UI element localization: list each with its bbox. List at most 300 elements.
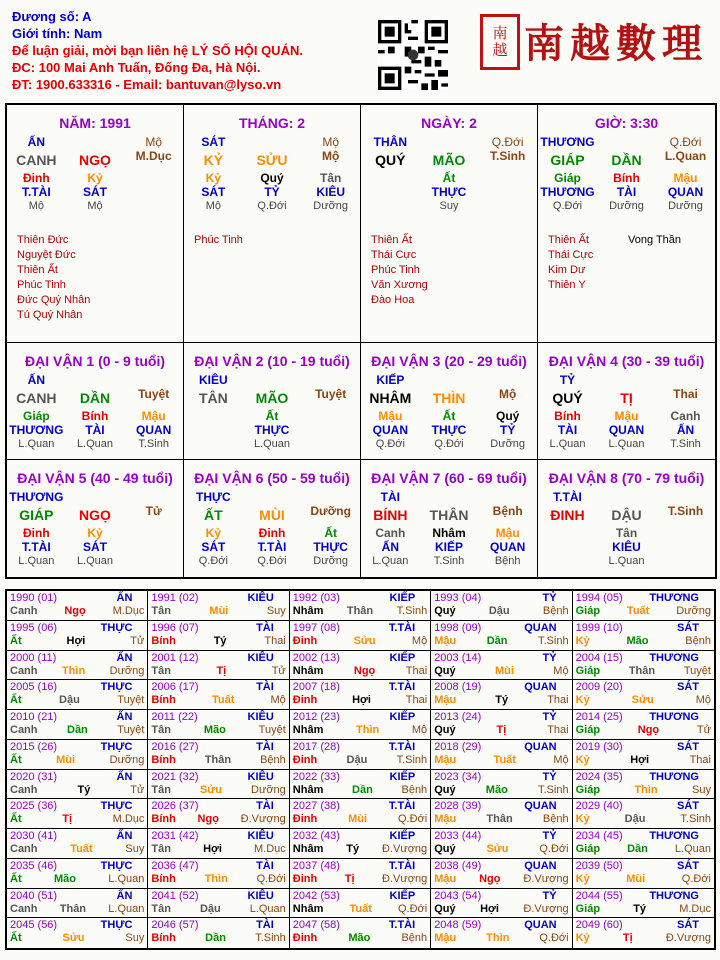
star-item: Thiên Ất: [371, 234, 412, 246]
year-branch: Mão: [53, 872, 76, 885]
year-label: 2006 (17): [151, 681, 199, 694]
year-stem: Kỷ: [575, 753, 590, 766]
year-ten-god: QUAN: [524, 740, 557, 753]
year-cell: [7, 918, 148, 948]
year-bottom-row: [293, 903, 427, 916]
spacer: [420, 373, 479, 387]
hidden-stage-row: [7, 199, 183, 213]
year-bottom-row: [434, 873, 568, 886]
year-life-stage: Tử: [130, 783, 145, 796]
year-label: 2024 (35): [575, 770, 623, 783]
stem-branch-row: [7, 387, 183, 409]
year-bottom-row: [10, 843, 144, 856]
year-top-row: [434, 830, 568, 843]
year-bottom-row: [151, 873, 285, 886]
hidden-god-row: [538, 423, 715, 437]
year-ten-god: KIẾP: [389, 592, 416, 604]
year-branch: Dậu: [346, 753, 368, 766]
pillar-cell: [7, 105, 184, 343]
year-top-row: [434, 652, 568, 665]
year-top-row: [293, 711, 427, 724]
year-label: 2005 (16): [10, 681, 58, 694]
hidden-stem: Giáp: [554, 171, 581, 185]
year-branch: Dần: [205, 932, 226, 945]
year-ten-god: THỰC: [100, 681, 133, 694]
year-branch: Tý: [495, 694, 509, 707]
earthly-branch: THÂN: [429, 507, 469, 523]
hidden-stage: L.Quan: [76, 438, 114, 450]
year-top-row: [293, 652, 427, 665]
year-label: 2012 (23): [292, 711, 340, 723]
year-branch: Dậu: [488, 605, 510, 617]
hidden-stem: [124, 526, 183, 540]
hidden-stem: Tân: [615, 526, 638, 540]
year-life-stage: Tử: [130, 634, 145, 647]
ten-god: THỰC: [196, 490, 231, 504]
hidden-stage: L.Quan: [18, 438, 55, 450]
year-life-stage: Tử: [271, 664, 286, 677]
year-bottom-row: [576, 903, 711, 916]
star-item: Phúc Tinh: [371, 264, 420, 276]
hidden-god: ẤN: [676, 423, 695, 437]
year-bottom-row: [10, 754, 144, 767]
year-branch: Dần: [627, 843, 648, 855]
year-stem: Bính: [151, 872, 176, 885]
year-cell: [290, 591, 431, 621]
hidden-stem: Mậu: [495, 526, 520, 540]
year-top-row: [151, 741, 285, 754]
year-cell: [573, 651, 714, 681]
year-cell: [290, 651, 431, 681]
hidden-stage: Dưỡng: [313, 200, 349, 212]
year-branch: Tý: [213, 634, 227, 647]
year-stem: Kỷ: [575, 872, 590, 885]
hidden-stem: Quý: [495, 409, 520, 423]
hidden-stem: Nhâm: [432, 526, 466, 540]
hidden-stem: Đinh: [258, 526, 286, 540]
stars-list-2: [628, 233, 681, 248]
year-label: 2042 (53): [292, 889, 340, 902]
earthly-branch: DẬU: [611, 507, 642, 523]
year-ten-god: ẤN: [116, 711, 133, 723]
hidden-stem-row: [361, 171, 537, 185]
year-ten-god: SÁT: [676, 621, 699, 634]
year-life-stage: Bệnh: [260, 753, 286, 766]
hidden-stem-row: [538, 171, 715, 185]
year-branch: Tý: [346, 843, 360, 855]
hidden-god-row: [538, 185, 715, 199]
earthly-branch: THÌN: [432, 390, 466, 406]
year-top-row: [434, 681, 568, 694]
year-ten-god: KIÊU: [247, 711, 274, 723]
year-top-row: [434, 860, 568, 873]
hidden-god: KIÊU: [612, 540, 641, 554]
hidden-stage: [184, 437, 243, 451]
year-cell: [573, 740, 714, 770]
year-ten-god: KIẾP: [389, 711, 416, 723]
star-item: Thái Cực: [371, 249, 417, 261]
year-cell: [148, 770, 289, 800]
year-cell: [290, 799, 431, 829]
year-bottom-row: [151, 694, 285, 707]
year-label: 2037 (48): [292, 859, 340, 872]
year-top-row: [434, 771, 568, 784]
year-ten-god: SÁT: [676, 859, 699, 872]
year-stem: Đinh: [292, 932, 318, 945]
hidden-stem: Mậu: [673, 171, 698, 185]
year-stem: Đinh: [292, 753, 318, 766]
spacer: [478, 490, 537, 504]
year-label: 2003 (14): [434, 651, 482, 664]
stars-list: [371, 233, 428, 308]
hidden-god: TỶ: [264, 185, 280, 199]
year-branch: Thìn: [634, 783, 658, 796]
year-branch: Tị: [216, 664, 227, 677]
year-cell: [290, 770, 431, 800]
year-top-row: [293, 681, 427, 694]
hidden-god: THỰC: [431, 423, 467, 437]
hidden-stem: Bính: [613, 171, 640, 185]
pillar-title: NĂM: 1991: [59, 115, 131, 131]
year-label: 1991 (02): [151, 592, 199, 604]
year-label: 2040 (51): [10, 889, 58, 902]
year-label: 1996 (07): [151, 621, 199, 634]
year-label: 2018 (29): [434, 740, 482, 753]
year-branch: Tuất: [70, 843, 93, 855]
year-branch: Ngọ: [637, 724, 660, 736]
year-branch: Tị: [496, 724, 507, 736]
year-stem: Tân: [151, 783, 171, 796]
year-ten-god: QUAN: [524, 859, 557, 872]
year-cell: [431, 680, 572, 710]
hidden-god-row: [361, 185, 537, 199]
star-item: Nguyệt Đức: [17, 249, 76, 261]
year-top-row: [576, 771, 711, 784]
spacer: [478, 373, 537, 387]
year-life-stage: M.Dục: [112, 605, 145, 617]
year-stem: Mậu: [434, 694, 457, 707]
year-branch: Dậu: [624, 813, 646, 826]
hidden-stage-row: [7, 554, 183, 568]
year-top-row: [576, 919, 711, 932]
year-branch: Sửu: [631, 694, 654, 707]
year-label: 2016 (27): [151, 740, 199, 753]
year-cell: [7, 829, 148, 859]
year-cell: [431, 859, 572, 889]
year-top-row: [10, 919, 144, 932]
year-top-row: [151, 652, 285, 665]
year-branch: Ngọ: [353, 664, 376, 677]
year-label: 1990 (01): [10, 592, 58, 604]
spacer: [420, 135, 479, 149]
year-top-row: [293, 830, 427, 843]
year-life-stage: Bệnh: [685, 634, 711, 647]
dai-van-cell: [7, 343, 184, 460]
hidden-god: TÀI: [616, 185, 637, 199]
hidden-god: QUAN: [608, 423, 645, 437]
year-top-row: [576, 681, 711, 694]
ten-god: THƯƠNG: [540, 135, 595, 149]
hidden-god: THỰC: [431, 185, 467, 199]
year-cell: [148, 710, 289, 740]
seal-text: 南越: [490, 25, 509, 59]
year-ten-god: TỶ: [542, 651, 557, 664]
heavenly-stem: KỶ: [203, 152, 224, 168]
life-stage-upper: Mộ: [322, 135, 339, 149]
god-row: [7, 490, 183, 504]
year-stem: Bính: [151, 634, 176, 647]
year-top-row: [151, 860, 285, 873]
star-item: Phúc Tinh: [194, 234, 243, 246]
year-branch: Tuất: [211, 694, 235, 707]
hidden-stem-row: [184, 409, 360, 423]
hidden-stage: Mộ: [87, 200, 103, 212]
hidden-stem-row: [361, 526, 537, 540]
hidden-stem-row: [538, 526, 715, 540]
hidden-stage-row: [538, 199, 715, 213]
hidden-stem-row: [7, 171, 183, 185]
year-life-stage: T.Sinh: [255, 932, 286, 945]
stem-branch-row: [184, 504, 360, 526]
hidden-stem: [184, 409, 243, 423]
year-label: 2007 (18): [292, 681, 340, 694]
year-cell: [290, 889, 431, 919]
hidden-stage: [538, 554, 597, 568]
hidden-god: TÀI: [557, 423, 578, 437]
hidden-god: [184, 423, 243, 437]
year-cell: [431, 799, 572, 829]
dai-van-cell: [184, 343, 361, 460]
hidden-stage: [124, 199, 183, 213]
hidden-stem-row: [361, 409, 537, 423]
address-line: ĐC: 100 Mai Anh Tuấn, Đống Đa, Hà Nội.: [12, 60, 261, 75]
hidden-god: THỰC: [313, 540, 348, 554]
spacer: [597, 135, 656, 149]
god-row: [184, 373, 360, 387]
year-bottom-row: [293, 754, 427, 767]
year-bottom-row: [576, 932, 711, 945]
year-bottom-row: [293, 635, 427, 648]
year-stem: Giáp: [575, 664, 601, 677]
year-life-stage: T.Sinh: [396, 753, 428, 766]
stars-list: [17, 233, 90, 323]
god-row: [7, 373, 183, 387]
dai-van-title: ĐẠI VẬN 3 (20 - 29 tuổi): [371, 353, 527, 369]
year-top-row: [10, 592, 144, 605]
heavenly-stem: GIÁP: [550, 152, 585, 168]
year-cell: [148, 680, 289, 710]
year-bottom-row: [151, 724, 285, 737]
year-ten-god: KIÊU: [247, 830, 274, 842]
year-stem: Kỷ: [575, 694, 590, 707]
year-label: 2049 (60): [575, 919, 623, 932]
year-bottom-row: [434, 903, 568, 916]
year-cell: [148, 651, 289, 681]
stem-branch-row: [7, 504, 183, 526]
year-top-row: [576, 741, 711, 754]
year-ten-god: THỰC: [100, 621, 133, 634]
year-ten-god: THỰC: [100, 919, 133, 932]
stem-branch-row: [184, 387, 360, 409]
year-life-stage: Thai: [264, 634, 286, 647]
year-ten-god: ẤN: [116, 651, 133, 664]
year-top-row: [434, 890, 568, 903]
year-ten-god: QUAN: [524, 800, 557, 813]
year-cell: [7, 740, 148, 770]
year-bottom-row: [576, 784, 711, 797]
year-label: 2023 (34): [434, 770, 482, 783]
hidden-god-row: [184, 540, 360, 554]
year-ten-god: KIÊU: [247, 592, 274, 604]
pillar-title: NGÀY: 2: [421, 115, 477, 131]
year-bottom-row: [434, 784, 568, 797]
year-top-row: [151, 890, 285, 903]
year-top-row: [293, 919, 427, 932]
hidden-stage-row: [538, 554, 715, 568]
earthly-branch: MÃO: [432, 152, 466, 168]
year-branch: Mão: [485, 783, 508, 796]
dai-van-title: ĐẠI VẬN 1 (0 - 9 tuổi): [24, 353, 165, 369]
hidden-stage: Q.Đới: [257, 555, 287, 567]
year-cell: [7, 889, 148, 919]
hidden-god-row: [361, 423, 537, 437]
yearly-table: [5, 589, 716, 950]
hidden-god: TỶ: [499, 423, 516, 437]
hidden-stem: Ất: [442, 409, 456, 423]
year-cell: [431, 591, 572, 621]
year-life-stage: Bệnh: [401, 932, 428, 945]
year-top-row: [576, 830, 711, 843]
year-top-row: [576, 890, 711, 903]
year-top-row: [293, 800, 427, 813]
year-label: 2008 (19): [434, 681, 482, 694]
year-top-row: [293, 890, 427, 903]
year-ten-god: TÀI: [256, 859, 274, 872]
year-bottom-row: [434, 605, 568, 618]
year-stem: Ất: [10, 634, 22, 647]
year-bottom-row: [293, 784, 427, 797]
year-top-row: [576, 711, 711, 724]
year-bottom-row: [293, 694, 427, 707]
hidden-god: THỰC: [254, 423, 290, 437]
year-label: 2017 (28): [292, 740, 340, 753]
year-top-row: [576, 622, 711, 635]
pillar-cell: [361, 105, 538, 343]
year-top-row: [151, 681, 285, 694]
hidden-stage: Dưỡng: [490, 438, 526, 450]
hidden-stem: Canh: [670, 409, 701, 423]
year-label: 2047 (58): [292, 919, 340, 932]
hidden-stem: Canh: [375, 526, 406, 540]
earthly-branch: DẦN: [611, 152, 642, 168]
year-ten-god: SÁT: [676, 800, 699, 813]
dai-van-cell: [361, 343, 538, 460]
spacer: [243, 373, 302, 387]
year-label: 2014 (25): [575, 711, 623, 723]
year-ten-god: TÀI: [256, 740, 274, 753]
year-cell: [148, 889, 289, 919]
life-stage: Tuyệt: [138, 387, 170, 401]
year-ten-god: THỰC: [100, 859, 133, 872]
year-ten-god: T.TÀI: [388, 800, 416, 813]
year-branch: Thân: [628, 664, 656, 677]
year-cell: [148, 799, 289, 829]
hidden-god: KIẾP: [434, 540, 463, 554]
year-ten-god: KIÊU: [247, 651, 274, 664]
year-stem: Ất: [10, 813, 22, 826]
year-branch: Mão: [348, 932, 371, 945]
life-stage: Dưỡng: [310, 504, 351, 518]
spacer: [301, 373, 360, 387]
year-ten-god: TỶ: [542, 830, 557, 842]
god-row: [184, 490, 360, 504]
heavenly-stem: BÍNH: [373, 507, 408, 523]
year-label: 2034 (45): [575, 830, 623, 842]
year-life-stage: M.Dục: [679, 902, 711, 915]
year-top-row: [10, 860, 144, 873]
year-label: 1992 (03): [292, 592, 340, 604]
year-stem: Bính: [151, 813, 176, 826]
star-item: Tú Quý Nhân: [17, 309, 83, 321]
year-branch: Tuất: [493, 753, 516, 766]
hidden-god: QUAN: [372, 423, 408, 437]
hidden-stage: [301, 437, 360, 451]
year-top-row: [10, 890, 144, 903]
star-item: Phúc Tinh: [17, 279, 66, 291]
year-bottom-row: [151, 813, 285, 826]
star-item: Văn Xương: [371, 279, 428, 291]
heavenly-stem: ĐINH: [550, 507, 585, 523]
year-stem: Nhâm: [292, 664, 324, 677]
year-ten-god: T.TÀI: [388, 919, 416, 932]
ten-god: ẤN: [27, 135, 45, 149]
year-branch: Hợi: [480, 902, 499, 915]
year-stem: Tân: [151, 605, 171, 617]
hidden-god: T.TÀI: [21, 185, 51, 199]
year-branch: Thìn: [204, 872, 228, 885]
hidden-god: [124, 185, 183, 199]
year-branch: Thân: [59, 902, 87, 915]
year-stem: Canh: [10, 724, 38, 736]
ten-god: TỶ: [559, 373, 576, 387]
year-branch: Mùi: [209, 605, 229, 617]
year-life-stage: Tử: [696, 724, 711, 736]
ten-god: SÁT: [201, 135, 226, 149]
hidden-stage-row: [7, 437, 183, 451]
hidden-stage-row: [184, 199, 360, 213]
gender-line: Giới tính: Nam: [12, 26, 103, 41]
year-branch: Tị: [622, 932, 633, 945]
year-ten-god: KIẾP: [389, 770, 416, 783]
year-stem: Ất: [10, 694, 22, 707]
year-bottom-row: [293, 605, 427, 618]
year-cell: [148, 829, 289, 859]
stem-branch-row: [361, 149, 537, 171]
year-cell: [148, 740, 289, 770]
year-bottom-row: [10, 873, 144, 886]
year-label: 2027 (38): [292, 800, 340, 813]
year-ten-god: TỶ: [542, 770, 557, 783]
hidden-stage: Bệnh: [494, 555, 521, 567]
hidden-god: QUAN: [667, 185, 704, 199]
life-stage: M.Dục: [135, 149, 172, 163]
hidden-god: [361, 185, 420, 199]
life-stage: Thai: [673, 387, 698, 401]
stem-branch-row: [7, 149, 183, 171]
year-stem: Nhâm: [292, 902, 324, 915]
hidden-god: [124, 540, 183, 554]
year-bottom-row: [434, 754, 568, 767]
